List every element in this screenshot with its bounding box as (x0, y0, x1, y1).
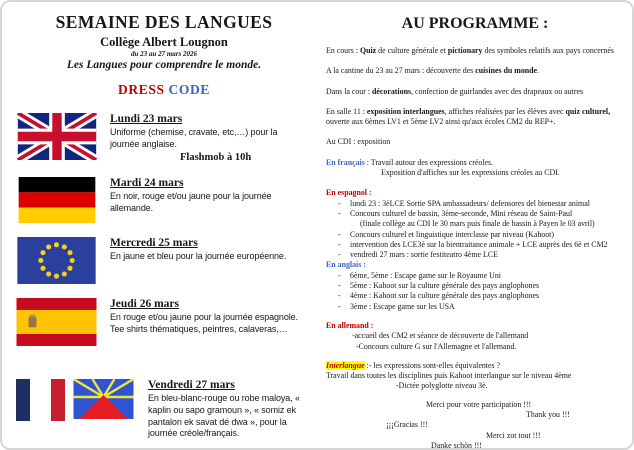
day-row-monday (12, 113, 316, 163)
anglais-item-3: - 4ème : Kahoot sur la culture générale des pays anglophones (338, 291, 540, 301)
day-title: Lundi 23 mars (110, 113, 183, 125)
day-title: Mardi 24 mars (110, 177, 184, 190)
anglais-item-1: - 6ème, 5ème : Escape game sur le Royaume Uni (338, 270, 501, 280)
reunion-flag-icon (73, 379, 134, 419)
day-description: Uniforme (chemise, cravate, etc,…) pour la journée anglaise. (110, 127, 278, 149)
day-text (142, 379, 316, 440)
day-text (104, 237, 316, 263)
thanks-spanish: ¡¡¡Gracias !!! (386, 420, 428, 430)
thanks-creole: Merci zot tout !!! (486, 430, 541, 440)
espagnol-item-2-cont: (finale collège au CDI le 30 mars puis finale de bassin à Payen le 03 avril) (360, 219, 595, 229)
day-description: En jaune et bleu pour la journée européenne. (110, 251, 287, 262)
program-item-cour: Dans la cour : décorations, confection de guirlandes avec des drapeaux ou autres (326, 86, 584, 96)
espagnol-item-4: - intervention des LCE3è sur la bientraitance animale + LCE auprès des 6è et CM2 (338, 239, 608, 249)
section-espagnol-heading: En espagnol : (326, 188, 372, 198)
program-item-cantine: A la cantine du 23 au 27 mars : découverte des cuisines du monde. (326, 66, 540, 76)
anglais-item-4: - 3ème : Escape game sur les USA (338, 301, 455, 311)
section-allemand-heading: En allemand : (326, 320, 374, 330)
program-item-cdi: Au CDI : exposition (326, 137, 391, 147)
day-row-wednesday (12, 237, 316, 284)
uk-flag-icon (16, 113, 98, 160)
day-text (104, 298, 316, 335)
section-francais-line2: Exposition d'affiches sur les expressions créoles au CDI. (381, 168, 560, 178)
school-name: Collège Albert Lougnon (100, 35, 228, 49)
flashmob-note: Flashmob à 10h (180, 152, 252, 164)
day-description: En bleu-blanc-rouge ou robe maloya, « kaplin ou sapo gramoun », « somiz ek pantalon ek savat dé dwa », pour la journée créole/français. (148, 393, 300, 439)
flag-box (12, 113, 104, 160)
flag-box (12, 298, 104, 346)
allemand-item-1: -accueil des CM2 et séance de découverte de l'allemand (352, 331, 529, 341)
interlangue-item-2: -Dictée polyglotte niveau 3è. (396, 381, 488, 391)
program-item-en-cours: En cours : Quiz de culture générale et pictionary des symboles relatifs aux pays concernés (326, 46, 614, 55)
day-list (12, 113, 316, 440)
section-anglais-heading: En anglais : (326, 260, 366, 270)
allemand-item-2: -Concours culture G sur l'Allemagne et l'allemand. (356, 341, 517, 351)
france-flag-icon (16, 379, 65, 421)
day-description: En rouge et/ou jaune pour la journée espagnole. Tee shirts thématiques, peintres, calaveras,… (110, 312, 298, 335)
day-row-friday (12, 379, 316, 440)
thanks-english: Thank you !!! (526, 410, 570, 420)
program-title: AU PROGRAMME : (401, 15, 549, 32)
day-text (104, 113, 316, 163)
day-description: En noir, rouge et/ou jaune pour la journée allemande. (110, 191, 272, 214)
program-item-salle11-line2: ouverte aux 6èmes LV1 et 5ème LV2 ainsi qu'aux écoles CM2 du REP+. (326, 117, 556, 127)
day-text (104, 177, 316, 214)
spain-flag-icon (16, 298, 97, 346)
section-francais-line1: En français : Travail autour des expressions créoles. (326, 157, 494, 167)
day-title: Mercredi 25 mars (110, 237, 198, 250)
germany-flag-icon (16, 177, 98, 223)
flag-box (12, 237, 104, 284)
thanks-german: Danke schön !!! (431, 440, 482, 450)
left-column (2, 2, 320, 448)
day-row-tuesday (12, 177, 316, 223)
espagnol-item-5: - vendredi 27 mars : sortie festiteatro 4ème LCE (338, 250, 498, 260)
header (12, 12, 316, 98)
espagnol-item-2: - Concours culturel de bassin, 3ème-seconde, Mini réseau de Saint-Paul (338, 208, 573, 218)
espagnol-item-1: - lundi 23 : 3èLCE Sortie SPA ambassadeurs/ defensores del bienestar animal (338, 198, 590, 208)
thanks-french: Merci pour votre participation !!! (426, 399, 532, 409)
flag-box (12, 177, 104, 223)
right-column (320, 2, 632, 448)
day-title: Vendredi 27 mars (148, 379, 235, 392)
day-title: Jeudi 26 mars (110, 298, 179, 311)
espagnol-item-3: - Concours culturel et linguistique interclasse par niveau (Kahoot) (338, 229, 555, 239)
anglais-item-2: - 5ème : Kahoot sur la culture générale des pays anglophones (338, 281, 540, 291)
interlangue-item-1: Travail dans toutes les disciplines puis Kahoot interlangue sur le niveau 4ème (326, 371, 572, 381)
section-interlangue-heading: Interlangue :- les expressions sont-elles équivalentes ? (326, 360, 501, 370)
eu-flag-icon (16, 237, 97, 284)
date-range: du 23 au 27 mars 2026 (131, 50, 197, 58)
day-row-thursday (12, 298, 316, 346)
program-item-salle11-line1: En salle 11 : exposition interlangues, affiches réalisées par les élèves avec quiz culturel, (326, 106, 611, 116)
page-title: SEMAINE DES LANGUES (55, 12, 273, 32)
flag-box (12, 379, 142, 421)
motto: Les Langues pour comprendre le monde. (66, 59, 262, 71)
dress-code-heading: DRESS CODE (118, 82, 210, 97)
